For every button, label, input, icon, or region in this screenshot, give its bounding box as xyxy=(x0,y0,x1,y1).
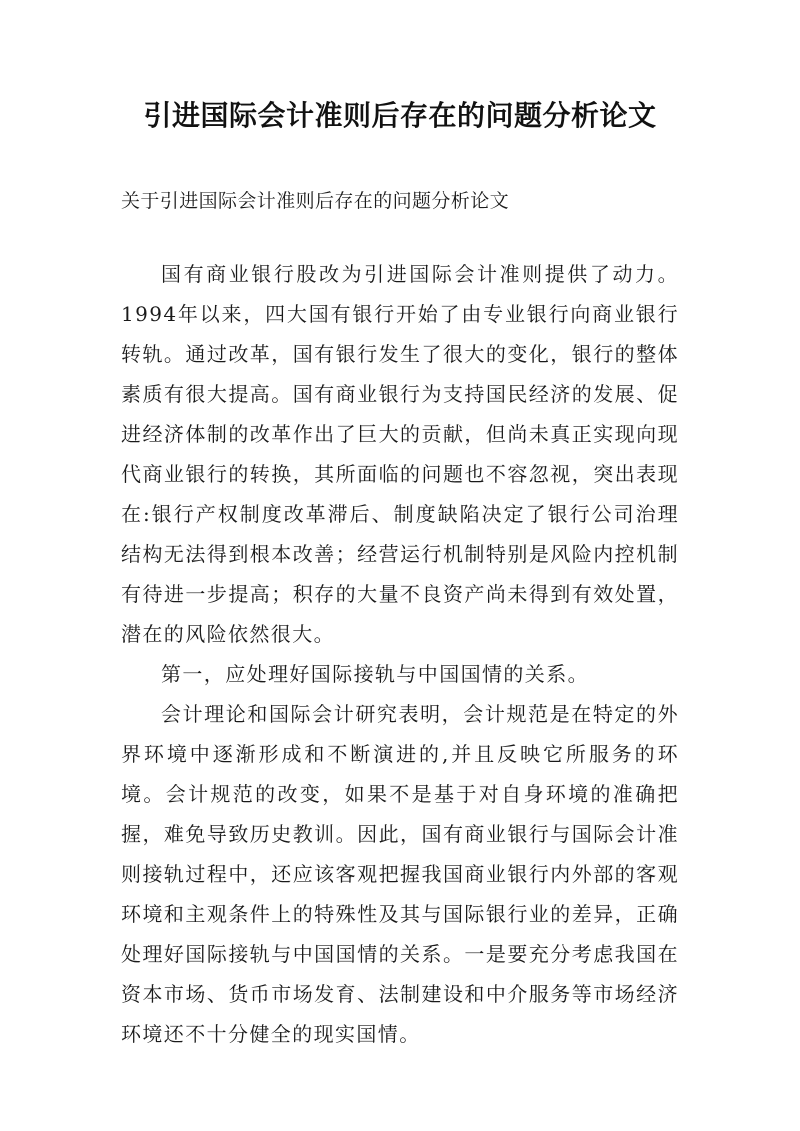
document-body xyxy=(121,254,679,1054)
document-subtitle: 关于引进国际会计准则后存在的问题分析论文 xyxy=(121,190,510,212)
paragraph-point-one: 第一，应处理好国际接轨与中国国情的关系。 xyxy=(161,662,589,686)
paragraph-analysis: 会计理论和国际会计研究表明，会计规范是在特定的外界环境中逐渐形成和不断演进的,并且反映它所服务的环境。会计规范的改变，如果不是基于对自身环境的准确把握，难免导致历史教训。因此，国有商业银行与国际会计准则接轨过程中，还应该客观把握我国商业银行内外部的客观环境和主观条件上的特殊性及其与国际银行业的差异，正确处理好国际接轨与中国国情的关系。一是要充分考虑我国在资本市场、货币市场发育、法制建设和中介服务等市场经济环境还不十分健全的现实国情。 xyxy=(121,702,679,1046)
document-title: 引进国际会计准则后存在的问题分析论文 xyxy=(143,99,657,132)
paragraph-intro: 国有商业银行股改为引进国际会计准则提供了动力。1994年以来，四大国有银行开始了由专业银行向商业银行转轨。通过改革，国有银行发生了很大的变化，银行的整体素质有很大提高。国有商业银行为支持国民经济的发展、促进经济体制的改革作出了巨大的贡献，但尚未真正实现向现代商业银行的转换，其所面临的问题也不容忽视，突出表现在:银行产权制度改革滞后、制度缺陷决定了银行公司治理结构无法得到根本改善；经营运行机制特别是风险内控机制有待进一步提高；积存的大量不良资产尚未得到有效处置，潜在的风险依然很大。 xyxy=(121,262,679,646)
